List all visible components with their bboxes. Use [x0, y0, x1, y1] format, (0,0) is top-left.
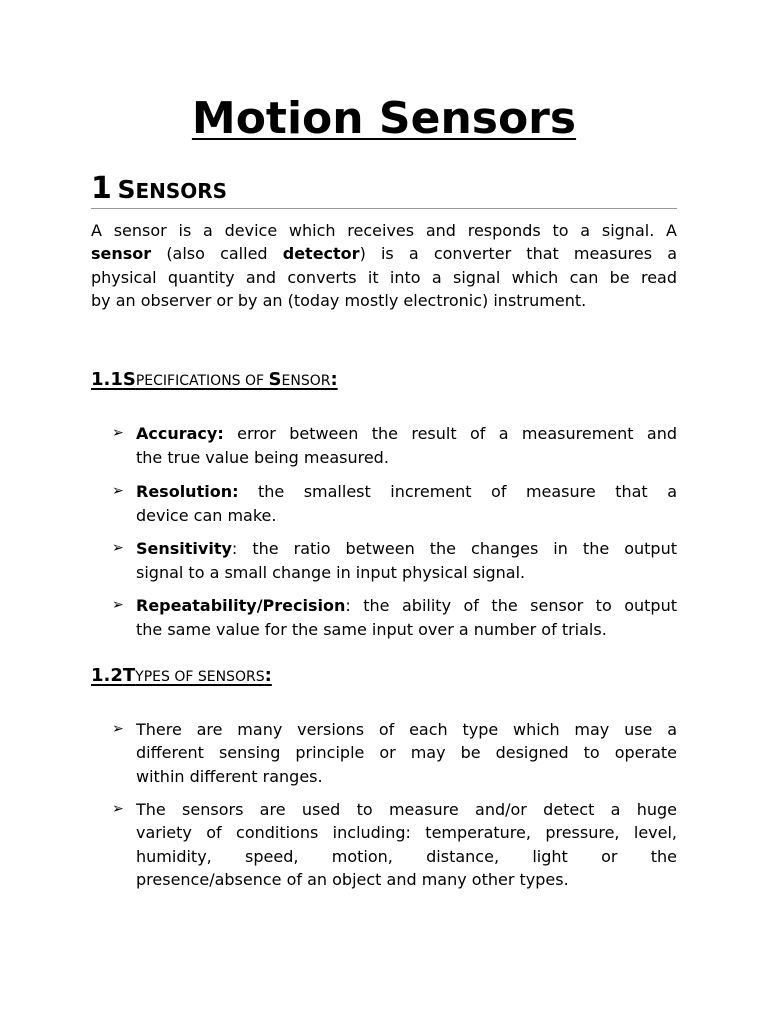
bullet-line: signal to a small change in input physical signal. [136, 563, 526, 582]
bullet-line: the true value being measured. [136, 448, 389, 467]
section-number: 1 [91, 171, 112, 206]
section-heading-initial: S [117, 175, 136, 204]
term-sensitivity: Sensitivity [136, 539, 232, 558]
arrow-bullet-icon: ➢ [112, 540, 124, 556]
bullet-line: different sensing principle or may be designed to operate [136, 743, 677, 763]
document-title-text: Motion Sensors [191, 93, 577, 144]
section-heading-sensors [91, 170, 677, 209]
subsection-number: 1.2 [91, 665, 123, 686]
paragraph-line: A sensor is a device which receives and responds to a signal. A [91, 221, 677, 240]
sensor-definition-paragraph [91, 219, 677, 313]
arrow-bullet-icon: ➢ [112, 425, 124, 441]
term-repeatability: Repeatability/Precision [136, 596, 346, 615]
arrow-bullet-icon: ➢ [112, 483, 124, 499]
document-title [0, 93, 768, 145]
arrow-bullet-icon: ➢ [112, 721, 124, 737]
arrow-bullet-icon: ➢ [112, 597, 124, 613]
subsection-heading-types: 1.2TYPES OF SENSORS: [91, 665, 272, 686]
bullet-line: within different ranges. [136, 766, 323, 786]
section-heading-rest: ENSORS [135, 179, 228, 203]
bullet-line: Sensitivity: the ratio between the changes in the output [136, 539, 677, 558]
bullet-line: Accuracy: error between the result of a measurement and [136, 424, 677, 443]
paragraph-line: physical quantity and converts it into a signal which can be read [91, 267, 677, 287]
bullet-line: There are many versions of each type which may use a [136, 720, 677, 739]
arrow-bullet-icon: ➢ [112, 801, 124, 817]
paragraph-line: by an observer or by an (today mostly electronic) instrument. [91, 291, 587, 311]
term-detector: detector [282, 244, 360, 264]
bullet-line: device can make. [136, 506, 277, 525]
bullet-line: the same value for the same input over a number of trials. [136, 620, 607, 639]
term-accuracy: Accuracy: [136, 424, 224, 443]
term-sensor: sensor [91, 244, 152, 264]
bullet-line: Repeatability/Precision: the ability of the sensor to output [136, 596, 677, 615]
bullet-line: The sensors are used to measure and/or detect a huge [136, 800, 677, 819]
bullet-line: humidity, speed, motion, distance, light or the [136, 846, 677, 866]
subsection-number: 1.1 [91, 369, 123, 390]
bullet-line: variety of conditions including: temperature, pressure, level, [136, 823, 677, 843]
bullet-line: Resolution: the smallest increment of measure that a [136, 482, 677, 501]
subsection-heading-specifications: 1.1SPECIFICATIONS OF SENSOR: [91, 369, 338, 390]
bullet-line: presence/absence of an object and many other types. [136, 870, 569, 890]
paragraph-line: sensor (also called detector) is a converter that measures a [91, 244, 677, 264]
term-resolution: Resolution: [136, 482, 239, 501]
